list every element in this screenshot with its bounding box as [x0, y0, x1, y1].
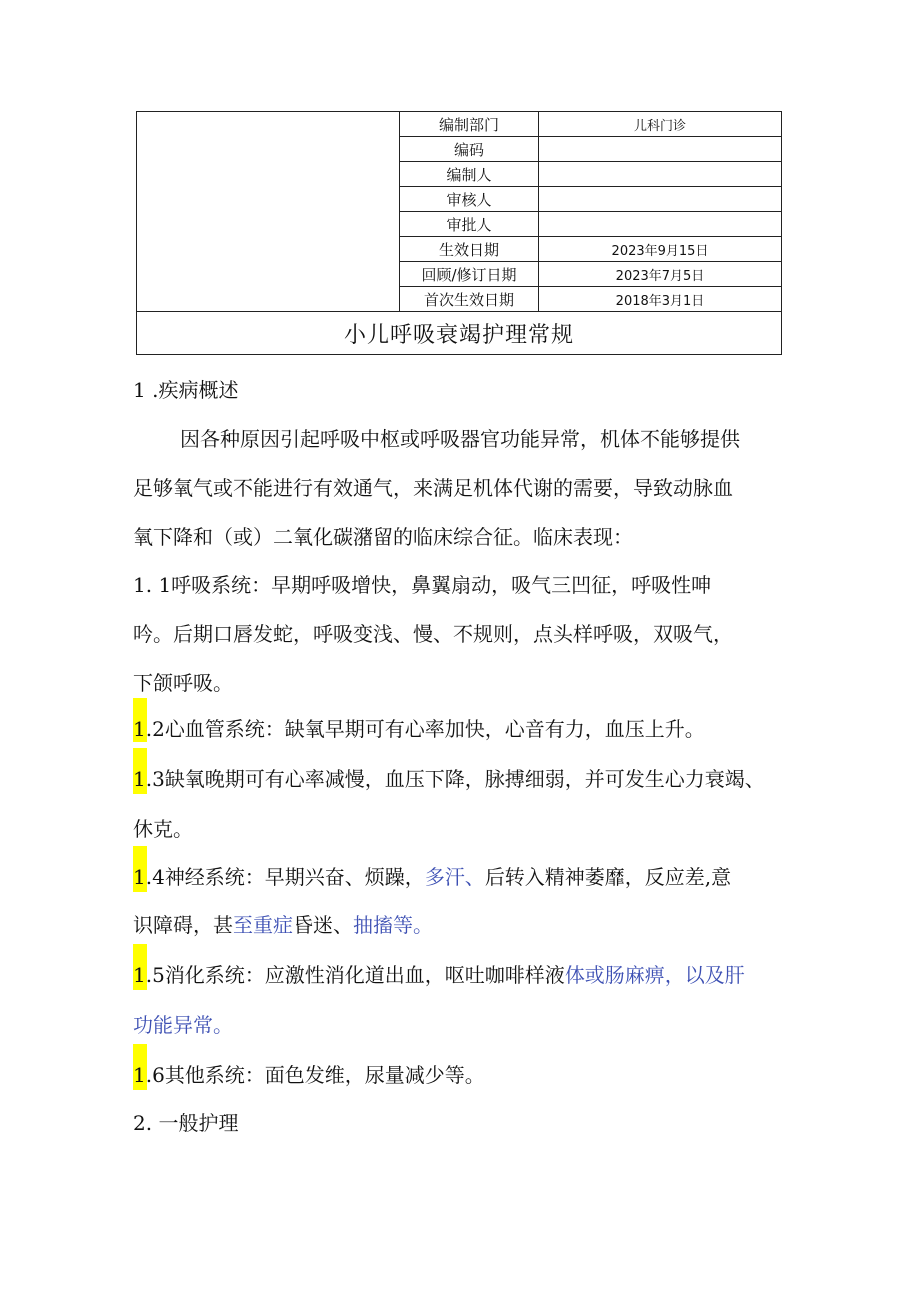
item-number: 1.2 [133, 717, 165, 741]
value-reviewer [539, 187, 782, 212]
item-number: 1.6 [133, 1063, 165, 1087]
item-text: 昏迷、 [293, 913, 353, 937]
value-author [539, 162, 782, 187]
item-number: 1.3 [133, 767, 165, 791]
label-reviewer: 审核人 [400, 187, 539, 212]
value-code [539, 137, 782, 162]
label-dept: 编制部门 [400, 112, 539, 137]
item-text: 缺氧晚期可有心率减慢，血压下降，脉搏细弱，并可发生心力衰竭、 [164, 767, 765, 791]
item-1-4-line [133, 910, 433, 940]
value-first-effective-date: 2018年3月1日 [539, 287, 782, 312]
label-revision-date: 回顾/修订日期 [400, 262, 539, 287]
paragraph-line: 足够氧气或不能进行有效通气，来满足机体代谢的需要，导致动脉血 [133, 476, 733, 500]
item-number: 1.4 [133, 865, 165, 889]
item-1-3-line: 休克。 [133, 817, 193, 841]
item-text: 心血管系统：缺氧早期可有心率加快，心音有力，血压上升。 [164, 717, 705, 741]
item-text: 识障碍，甚 [133, 913, 233, 937]
item-1-6 [133, 1060, 485, 1090]
value-approver [539, 212, 782, 237]
item-text-blue: 多汗、 [424, 865, 485, 889]
item-1-1-line: 1. 1呼吸系统：早期呼吸增快，鼻翼扇动，吸气三凹征，呼吸性呻 [133, 573, 712, 597]
paragraph-line: 因各种原因引起呼吸中枢或呼吸器官功能异常，机体不能够提供 [180, 427, 740, 451]
item-text-blue: 体或肠麻痹，以及肝 [564, 963, 745, 987]
item-text: 神经系统：早期兴奋、烦躁， [164, 865, 425, 889]
label-author: 编制人 [400, 162, 539, 187]
logo-blank-cell [137, 112, 400, 312]
item-text: 后转入精神萎靡，反应差,意 [484, 865, 732, 889]
label-approver: 审批人 [400, 212, 539, 237]
item-text: 其他系统：面色发维，尿量减少等。 [164, 1063, 485, 1087]
label-effective-date: 生效日期 [400, 237, 539, 262]
paragraph-line: 氧下降和（或）二氧化碳潴留的临床综合征。临床表现： [133, 525, 633, 549]
item-1-1-line: 下颌呼吸。 [133, 671, 233, 695]
item-text-blue: 抽搐等。 [353, 913, 433, 937]
section-2-heading: 2. 一般护理 [133, 1111, 239, 1135]
item-1-5-line: 功能异常。 [133, 1013, 233, 1037]
item-number: 1.5 [133, 963, 165, 987]
item-1-1-line: 吟。后期口唇发蛇，呼吸变浅、慢、不规则，点头样呼吸，双吸气， [133, 622, 733, 646]
header-table [136, 111, 782, 355]
value-effective-date: 2023年9月15日 [539, 237, 782, 262]
item-text-blue: 至重症 [233, 913, 293, 937]
document-title: 小儿呼吸衰竭护理常规 [137, 312, 782, 355]
label-code: 编码 [400, 137, 539, 162]
item-text: 消化系统：应激性消化道出血，呕吐咖啡样液 [164, 963, 565, 987]
label-first-effective-date: 首次生效日期 [400, 287, 539, 312]
section-1-heading: 1 .疾病概述 [133, 378, 239, 402]
item-1-5 [133, 960, 745, 990]
value-revision-date: 2023年7月5日 [539, 262, 782, 287]
item-1-3 [133, 764, 765, 794]
item-1-4 [133, 862, 731, 892]
item-1-2 [133, 714, 705, 744]
value-dept: 儿科门诊 [539, 112, 782, 137]
